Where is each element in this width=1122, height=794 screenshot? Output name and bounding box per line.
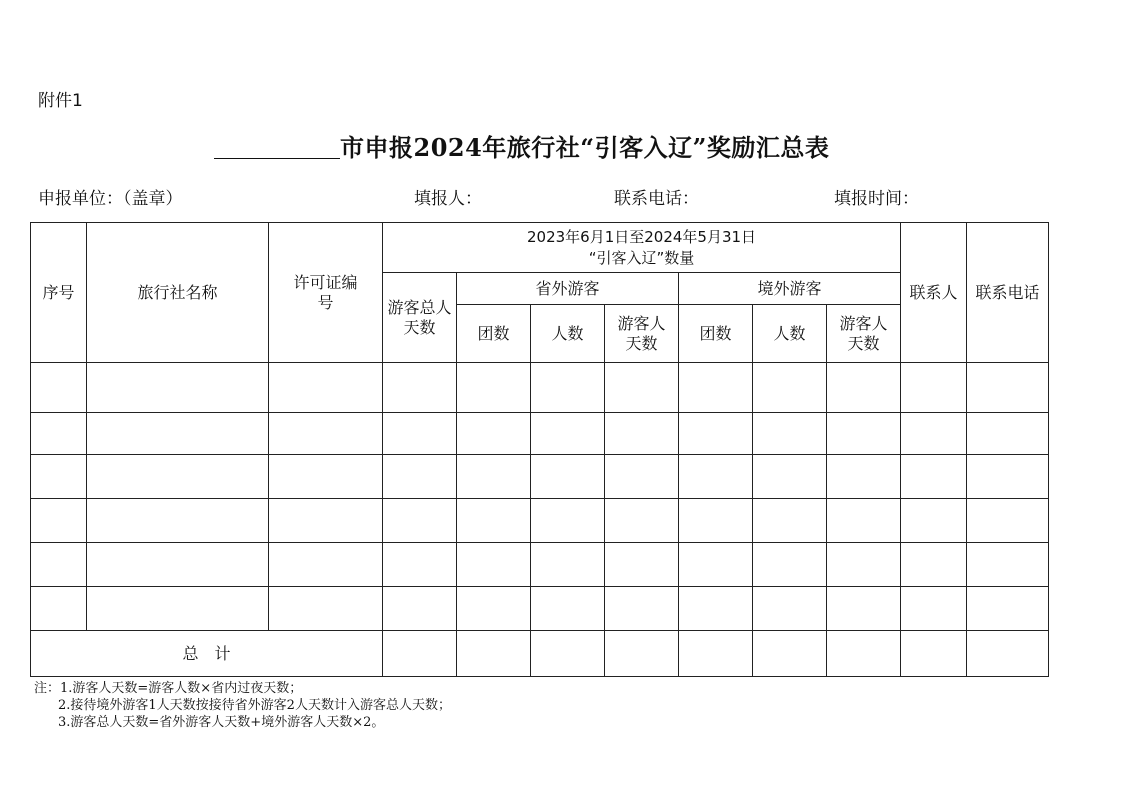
cell <box>531 587 605 631</box>
cell <box>605 543 679 587</box>
cell <box>967 455 1049 499</box>
phone-label: 联系电话： <box>614 189 699 209</box>
table-row <box>31 413 1049 455</box>
cell <box>753 543 827 587</box>
header-contact: 联系人 <box>901 223 967 363</box>
cell <box>31 587 87 631</box>
header-overseas: 境外游客 <box>679 273 901 305</box>
cell <box>827 413 901 455</box>
cell <box>269 413 383 455</box>
cell <box>605 631 679 677</box>
title-block <box>214 128 829 163</box>
cell <box>87 413 269 455</box>
cell <box>269 543 383 587</box>
cell <box>827 499 901 543</box>
period-caption: “引客入辽”数量 <box>588 248 695 267</box>
cell <box>457 587 531 631</box>
cell <box>531 455 605 499</box>
cell <box>87 543 269 587</box>
cell <box>31 413 87 455</box>
cell <box>531 363 605 413</box>
cell <box>753 413 827 455</box>
cell <box>967 587 1049 631</box>
cell <box>531 543 605 587</box>
cell <box>753 363 827 413</box>
attachment-label: 附件1 <box>38 91 83 111</box>
cell <box>383 413 457 455</box>
cell <box>605 363 679 413</box>
cell <box>901 499 967 543</box>
cell <box>87 587 269 631</box>
table-row <box>31 499 1049 543</box>
cell <box>753 499 827 543</box>
cell <box>383 631 457 677</box>
period-range: 2023年6月1日至2024年5月31日 <box>526 228 757 247</box>
cell <box>679 587 753 631</box>
fill-time-label: 填报时间： <box>834 189 919 209</box>
cell <box>31 455 87 499</box>
cell <box>967 543 1049 587</box>
cell <box>753 631 827 677</box>
cell <box>605 455 679 499</box>
cell <box>967 413 1049 455</box>
cell <box>31 499 87 543</box>
cell <box>457 543 531 587</box>
cell <box>87 363 269 413</box>
cell <box>679 499 753 543</box>
header-contact-phone: 联系电话 <box>967 223 1049 363</box>
header-seq: 序号 <box>31 223 87 363</box>
header-out-province: 省外游客 <box>457 273 679 305</box>
table-row <box>31 587 1049 631</box>
cell <box>827 587 901 631</box>
cell <box>901 587 967 631</box>
page-title: 市申报2024年旅行社“引客入辽”奖励汇总表 <box>340 133 830 162</box>
header-total-days-text: 游客总人天数 <box>387 297 452 337</box>
cell <box>457 631 531 677</box>
notes <box>34 680 451 731</box>
note-3: 3.游客总人天数=省外游客人天数+境外游客人天数×2。 <box>58 715 385 730</box>
cell <box>457 413 531 455</box>
table-row <box>31 543 1049 587</box>
city-fill-blank <box>214 136 340 159</box>
filler-label: 填报人： <box>414 189 482 209</box>
cell <box>827 543 901 587</box>
header-out-days <box>605 305 679 363</box>
header-out-groups: 团数 <box>457 305 531 363</box>
cell <box>753 455 827 499</box>
total-row <box>31 631 1049 677</box>
cell <box>605 499 679 543</box>
cell <box>679 631 753 677</box>
total-label: 总 计 <box>31 631 383 677</box>
cell <box>531 631 605 677</box>
header-overseas-days-text: 游客人天数 <box>839 313 888 353</box>
header-license-text: 许可证编号 <box>293 272 358 312</box>
cell <box>269 363 383 413</box>
table-row <box>31 455 1049 499</box>
cell <box>383 363 457 413</box>
cell <box>457 363 531 413</box>
note-1: 注：1.游客人天数=游客人数×省内过夜天数； <box>34 681 303 696</box>
cell <box>679 363 753 413</box>
table-row <box>31 363 1049 413</box>
cell <box>967 499 1049 543</box>
cell <box>531 413 605 455</box>
cell <box>383 499 457 543</box>
cell <box>901 543 967 587</box>
cell <box>827 455 901 499</box>
cell <box>457 499 531 543</box>
header-out-people: 人数 <box>531 305 605 363</box>
cell <box>87 499 269 543</box>
header-overseas-days <box>827 305 901 363</box>
cell <box>383 455 457 499</box>
cell <box>383 543 457 587</box>
note-2: 2.接待境外游客1人天数按接待省外游客2人天数计入游客总人天数； <box>58 698 451 713</box>
cell <box>87 455 269 499</box>
header-total-days <box>383 273 457 363</box>
cell <box>31 363 87 413</box>
summary-table <box>30 222 1049 677</box>
cell <box>31 543 87 587</box>
cell <box>605 587 679 631</box>
cell <box>531 499 605 543</box>
cell <box>901 413 967 455</box>
cell <box>827 363 901 413</box>
cell <box>457 455 531 499</box>
cell <box>967 363 1049 413</box>
cell <box>901 455 967 499</box>
cell <box>269 587 383 631</box>
cell <box>383 587 457 631</box>
header-period <box>383 223 901 273</box>
cell <box>901 363 967 413</box>
header-agency-name: 旅行社名称 <box>87 223 269 363</box>
header-out-days-text: 游客人天数 <box>617 313 666 353</box>
cell <box>679 455 753 499</box>
cell <box>679 413 753 455</box>
applicant-unit-label: 申报单位：（盖章） <box>38 189 183 209</box>
cell <box>605 413 679 455</box>
cell <box>269 455 383 499</box>
cell <box>269 499 383 543</box>
header-overseas-groups: 团数 <box>679 305 753 363</box>
cell <box>753 587 827 631</box>
cell <box>967 631 1049 677</box>
cell <box>679 543 753 587</box>
cell <box>901 631 967 677</box>
header-overseas-people: 人数 <box>753 305 827 363</box>
header-license-no <box>269 223 383 363</box>
cell <box>827 631 901 677</box>
